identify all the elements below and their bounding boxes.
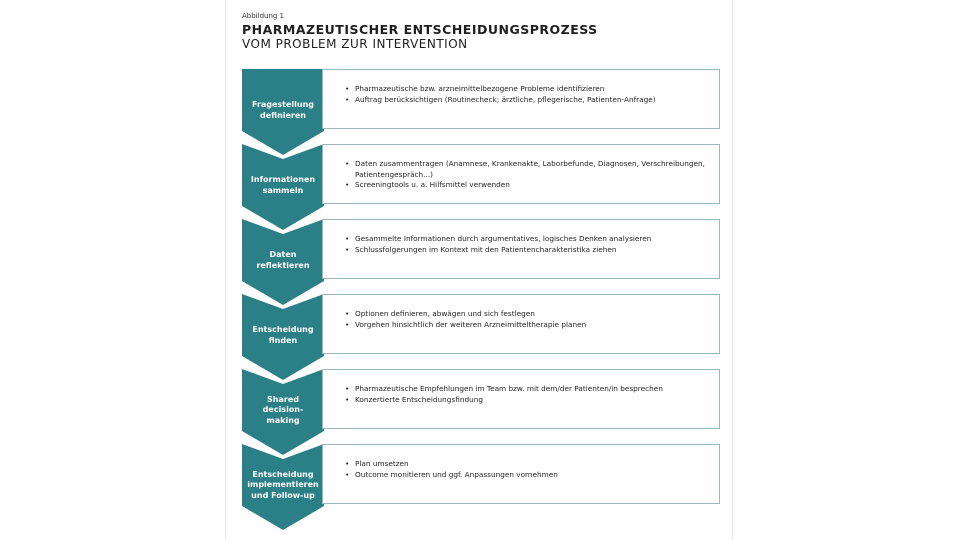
step-description-box — [322, 369, 720, 429]
step-description-box — [322, 219, 720, 279]
step-label-line: Shared — [267, 394, 299, 404]
step-bullet: • Optionen definieren, abwägen und sich festlegen — [345, 309, 711, 320]
step-label-line: making — [266, 415, 300, 425]
diagram-subtitle: VOM PROBLEM ZUR INTERVENTION — [242, 37, 468, 51]
step-description-box — [322, 69, 720, 129]
step-label-line: Entscheidung — [252, 469, 314, 479]
step-label-line: decision- — [262, 405, 304, 415]
step-bullet: • Outcome monitieren und ggf. Anpassungen vornehmen — [345, 470, 711, 481]
step-bullet: • Plan umsetzen — [345, 459, 711, 470]
figure-label: Abbildung 1 — [242, 12, 285, 20]
step-label-line: Fragestellung — [251, 100, 315, 109]
step-label-line: reflektieren — [256, 260, 310, 270]
step-bullet: • Pharmazeutische Empfehlungen im Team bzw. mit dem/der Patienten/in besprechen — [345, 384, 711, 395]
step-label-line: Informationen — [250, 175, 316, 184]
step-bullet: • Screeningtools u. a. Hilfsmittel verwenden — [345, 180, 711, 191]
figure-page — [225, 0, 733, 540]
step-label — [242, 369, 324, 444]
step-bullet: • Vorgehen hinsichtlich der weiteren Arzneimitteltherapie planen — [345, 320, 711, 331]
step-label-line: sammeln — [262, 185, 304, 195]
step-bullet: • Schlussfolgerungen im Kontext mit den Patientencharakteristika ziehen — [345, 245, 711, 256]
step-label-line: Entscheidung — [252, 325, 314, 334]
step-label-line: und Follow-up — [251, 490, 315, 500]
step-label-line: Daten — [269, 250, 297, 259]
step-label-line: finden — [268, 335, 298, 345]
step-label — [242, 144, 324, 219]
step-bullet: • Auftrag berücksichtigen (Routinecheck; ärztliche, pflegerische, Patienten-Anfrage) — [345, 95, 711, 106]
step-description-box — [322, 144, 720, 204]
step-bullet: • Gesammelte Informationen durch argumentatives, logisches Denken analysieren — [345, 234, 711, 245]
step-label — [242, 294, 324, 369]
step-label-line: definieren — [259, 110, 306, 120]
step-description-box — [322, 444, 720, 504]
step-label — [242, 219, 324, 294]
step-label — [242, 69, 324, 144]
step-label-line: implementieren — [247, 480, 319, 490]
diagram-title: PHARMAZEUTISCHER ENTSCHEIDUNGSPROZESS — [242, 22, 598, 37]
step-bullet: • Daten zusammentragen (Anamnese, Krankenakte, Laborbefunde, Diagnosen, Verschreibungen, Patientengespräch...) — [345, 159, 711, 180]
step-bullet: • Konzertierte Entscheidungsfindung — [345, 395, 711, 406]
step-bullet: • Pharmazeutische bzw. arzneimittelbezogene Probleme identifizieren — [345, 84, 711, 95]
step-label — [242, 444, 324, 519]
process-step — [242, 444, 722, 534]
step-description-box — [322, 294, 720, 354]
